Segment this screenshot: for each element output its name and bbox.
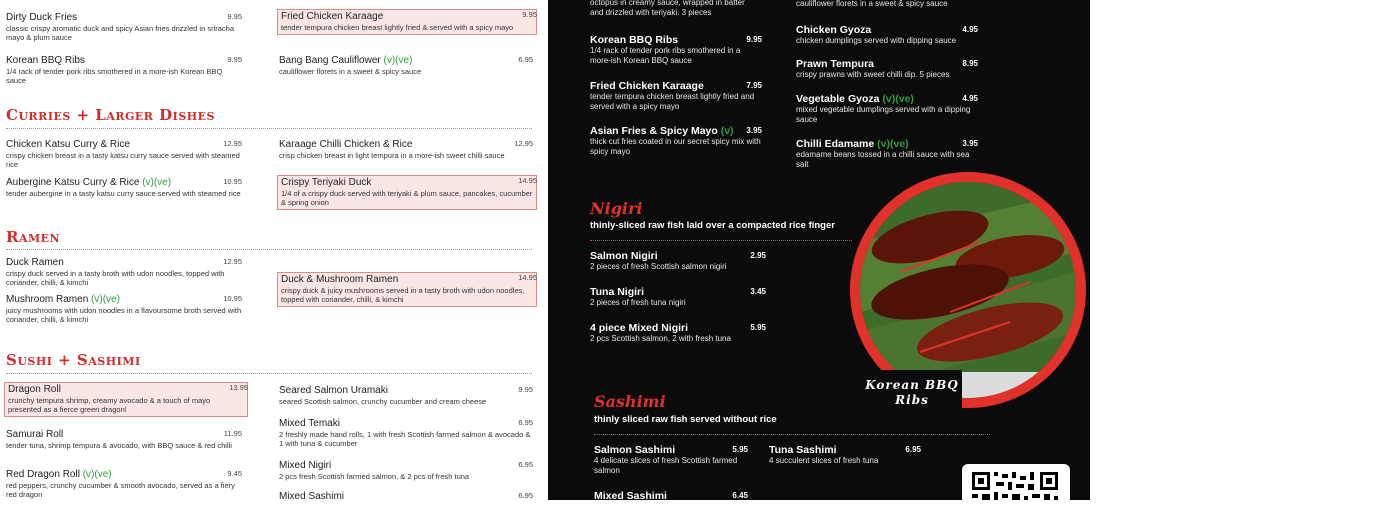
menu-item: [590, 34, 762, 65]
food-photo-image: [860, 182, 1076, 398]
item-name: Prawn Tempura: [796, 58, 874, 70]
item-desc: crispy duck & juicy mushrooms served in a tasty broth with udon noodles, topped with coriander, chilli, & kimchi: [281, 286, 525, 304]
item-desc: cauliflower florets in a sweet & spicy sauce: [279, 67, 422, 76]
item-desc: 1/4 rack of tender pork ribs smothered in a more-ish Korean BBQ sauce: [590, 46, 741, 65]
item-desc: 4 succulent slices of fresh tuna: [769, 456, 879, 465]
item-name: Dragon Roll: [8, 384, 61, 395]
item-name: Bang Bang Cauliflower: [279, 55, 381, 66]
item-desc: crunchy tempura shrimp, creamy avocado & a touch of mayo presented as a fierce green dragon!: [8, 396, 211, 414]
item-price: 4.95: [962, 25, 978, 34]
menu-item: [6, 139, 242, 169]
section-divider: [594, 434, 990, 435]
item-name: Tuna Nigiri: [590, 286, 645, 298]
menu-item: [796, 93, 978, 124]
veg-badge: (v)(ve): [383, 55, 413, 66]
item-desc: 2 pcs fresh Scottish farmed salmon, & 2 pcs of fresh tuna: [279, 472, 470, 481]
item-price: 12.95: [223, 257, 242, 266]
menu-item: [279, 139, 533, 160]
item-name: Asian Fries & Spicy Mayo: [590, 125, 718, 137]
item-desc: chicken dumplings served with dipping sauce: [796, 36, 957, 45]
item-name: Vegetable Gyoza: [796, 93, 880, 105]
item-name: Chicken Katsu Curry & Rice: [6, 139, 130, 150]
menu-item-highlighted: [277, 175, 537, 210]
section-subtitle: thinly-sliced raw fish laid over a compacted rice finger: [590, 220, 835, 231]
item-price: 6.95: [518, 460, 533, 469]
qr-pattern: [962, 468, 1070, 504]
menu-item: [6, 257, 242, 287]
item-name: Mixed Temaki: [279, 418, 340, 429]
veg-badge: (v)(ve): [877, 138, 909, 150]
item-desc: crisp chicken breast in light tempura in a more-ish sweet chilli sauce: [279, 151, 505, 160]
item-desc: 1/4 of a crispy duck served with teriyaki & plum sauce, pancakes, cucumber & spring onion: [281, 189, 533, 207]
item-desc: tender tuna, shrimp tempura & avocado, with BBQ sauce & red chilli: [6, 441, 232, 450]
item-name: Dirty Duck Fries: [6, 12, 78, 23]
section-divider: [590, 240, 852, 241]
menu-item-highlighted: [277, 272, 537, 307]
item-desc: 2 pcs Scottish salmon, 2 with fresh tuna: [590, 334, 731, 343]
item-desc: mixed vegetable dumplings served with a dipping sauce: [796, 105, 971, 124]
item-price: 11.95: [223, 429, 242, 438]
item-price: 9.95: [227, 55, 242, 64]
item-price: 7.95: [746, 81, 762, 90]
section-title: Curries + Larger Dishes: [6, 106, 215, 124]
item-price: 6.95: [905, 445, 921, 454]
item-desc: octopus in creamy sauce, wrapped in batter and drizzled with teriyaki. 3 pieces: [590, 0, 745, 17]
item-price: 10.95: [223, 177, 242, 186]
item-price: 3.95: [962, 139, 978, 148]
menu-page-left: [0, 0, 548, 500]
menu-item: [769, 444, 921, 466]
item-name: Mixed Nigiri: [279, 460, 332, 471]
menu-item: [594, 490, 748, 502]
item-name: Fried Chicken Karaage: [590, 80, 704, 92]
item-price: 9.95: [522, 10, 537, 19]
section-title: Sashimi: [594, 392, 666, 411]
item-price: 9.95: [227, 12, 242, 21]
menu-item: [594, 444, 748, 475]
item-price: 3.45: [750, 287, 766, 296]
menu-item: [590, 80, 762, 111]
photo-caption: Korean BBQ Ribs: [862, 370, 962, 418]
item-name: Fried Chicken Karaage: [281, 11, 384, 22]
item-price: 5.95: [732, 445, 748, 454]
menu-item: [590, 286, 766, 308]
menu-item: [796, 0, 978, 9]
veg-badge: (v)(ve): [82, 469, 112, 480]
section-divider: [6, 373, 532, 374]
section-divider: [6, 249, 532, 250]
menu-item: [279, 491, 533, 502]
item-desc: edamame beans tossed in a chilli sauce with sea salt: [796, 150, 970, 169]
veg-badge: (v)(ve): [142, 177, 172, 188]
section-title: Ramen: [6, 228, 61, 246]
item-price: 5.95: [750, 323, 766, 332]
item-price: 10.95: [223, 294, 242, 303]
section-divider: [6, 128, 532, 129]
item-name: Samurai Roll: [6, 429, 64, 440]
item-name: Mixed Sashimi: [279, 491, 345, 502]
qr-code-icon: [962, 464, 1070, 514]
item-price: 14.95: [518, 176, 537, 185]
menu-item-highlighted: [277, 9, 537, 35]
item-price: 9.95: [746, 35, 762, 44]
menu-item: [6, 12, 242, 42]
item-name: Tuna Sashimi: [769, 444, 837, 456]
item-name: Mushroom Ramen: [6, 294, 89, 305]
item-desc: tender aubergine in a tasty katsu curry sauce served with steamed rice: [6, 189, 241, 198]
item-desc: juicy mushrooms with udon noodles in a flavoursome broth served with coriander, chilli, & kimchi: [6, 306, 242, 324]
item-price: 14.95: [518, 273, 537, 282]
menu-item: [6, 177, 242, 198]
item-name: Aubergine Katsu Curry & Rice: [6, 177, 140, 188]
item-name: Salmon Nigiri: [590, 250, 658, 262]
item-name: Karaage Chilli Chicken & Rice: [279, 139, 413, 150]
item-name: Korean BBQ Ribs: [6, 55, 85, 66]
veg-badge: (v)(ve): [882, 93, 914, 105]
item-desc: seared Scottish salmon, crunchy cucumber and cream cheese: [279, 397, 487, 406]
section-title: Sushi + Sashimi: [6, 351, 141, 369]
item-price: 3.95: [746, 126, 762, 135]
item-desc: red peppers, crunchy cucumber & smooth avocado, served as a fiery red dragon: [6, 481, 235, 499]
menu-item: [796, 58, 978, 80]
item-price: 8.95: [962, 59, 978, 68]
item-desc: 2 freshly made hand rolls, 1 with fresh Scottish farmed salmon & avocado & 1 with tuna & cucumber: [279, 430, 531, 448]
item-desc: crispy chicken breast in a tasty katsu curry sauce served with steamed rice: [6, 151, 240, 169]
item-name: Seared Salmon Uramaki: [279, 385, 388, 396]
item-desc: crispy duck served in a tasty broth with udon noodles, topped with coriander, chilli, & kimchi: [6, 269, 225, 287]
item-price: 6.95: [518, 491, 533, 500]
section-subtitle: thinly sliced raw fish served without rice: [594, 414, 777, 425]
item-price: 9.95: [518, 385, 533, 394]
item-desc: 2 pieces of fresh Scottish salmon nigiri: [590, 262, 727, 271]
menu-item: [6, 469, 242, 499]
item-price: 6.95: [518, 55, 533, 64]
item-price: 6.95: [518, 418, 533, 427]
veg-badge: (v): [720, 125, 734, 137]
item-price: 6.45: [732, 491, 748, 500]
section-title: Nigiri: [590, 199, 643, 218]
menu-item: [279, 460, 533, 481]
item-desc: classic crispy aromatic duck and spicy Asian fries drizzled in sriracha mayo & plum sauce: [6, 24, 234, 42]
item-desc: 1/4 rack of tender pork ribs smothered in a more-ish Korean BBQ sauce: [6, 67, 223, 85]
menu-item: [590, 322, 766, 344]
item-price: 4.95: [962, 94, 978, 103]
menu-item: [796, 138, 978, 169]
item-price: 12.95: [223, 139, 242, 148]
item-desc: 4 delicate slices of fresh Scottish farmed salmon: [594, 456, 738, 475]
menu-item: [590, 125, 762, 156]
item-desc: tender tempura chicken breast lightly fried and served with a spicy mayo: [590, 92, 755, 111]
item-price: 2.95: [750, 251, 766, 260]
menu-item: [279, 418, 533, 448]
item-name: Chilli Edamame: [796, 138, 875, 150]
item-name: Red Dragon Roll: [6, 469, 80, 480]
item-name: Korean BBQ Ribs: [590, 34, 679, 46]
ribs-illustration: [860, 182, 1076, 398]
menu-item-highlighted: [4, 382, 248, 417]
item-name: Duck Ramen: [6, 257, 64, 268]
blank-margin: [1090, 0, 1400, 500]
veg-badge: (v)(ve): [91, 294, 120, 305]
item-name: Duck & Mushroom Ramen: [281, 274, 399, 285]
menu-item: [6, 429, 242, 450]
item-desc: thick cut fries coated in our secret spicy mix with spicy mayo: [590, 137, 761, 156]
menu-item: [590, 0, 760, 17]
item-desc: tender tempura chicken breast lightly fried & served with a spicy mayo: [281, 23, 514, 32]
item-desc: crispy prawns with sweet chilli dip. 5 pieces: [796, 70, 950, 79]
item-name: Salmon Sashimi: [594, 444, 676, 456]
item-price: 9.45: [227, 469, 242, 478]
item-desc: cauliflower florets in a sweet & spicy sauce: [796, 0, 948, 8]
item-desc: 2 pieces of fresh tuna nigiri: [590, 298, 686, 307]
menu-item: [6, 294, 242, 324]
item-name: Mixed Sashimi: [594, 490, 667, 502]
item-price: 12.95: [514, 139, 533, 148]
item-price: 13.95: [229, 383, 248, 392]
item-name: Crispy Teriyaki Duck: [281, 177, 372, 188]
menu-item: [796, 24, 978, 46]
menu-item: [279, 385, 533, 406]
item-name: Chicken Gyoza: [796, 24, 872, 36]
menu-item: [279, 55, 533, 76]
item-name: 4 piece Mixed Nigiri: [590, 322, 689, 334]
menu-item: [6, 55, 242, 85]
menu-item: [590, 250, 766, 272]
